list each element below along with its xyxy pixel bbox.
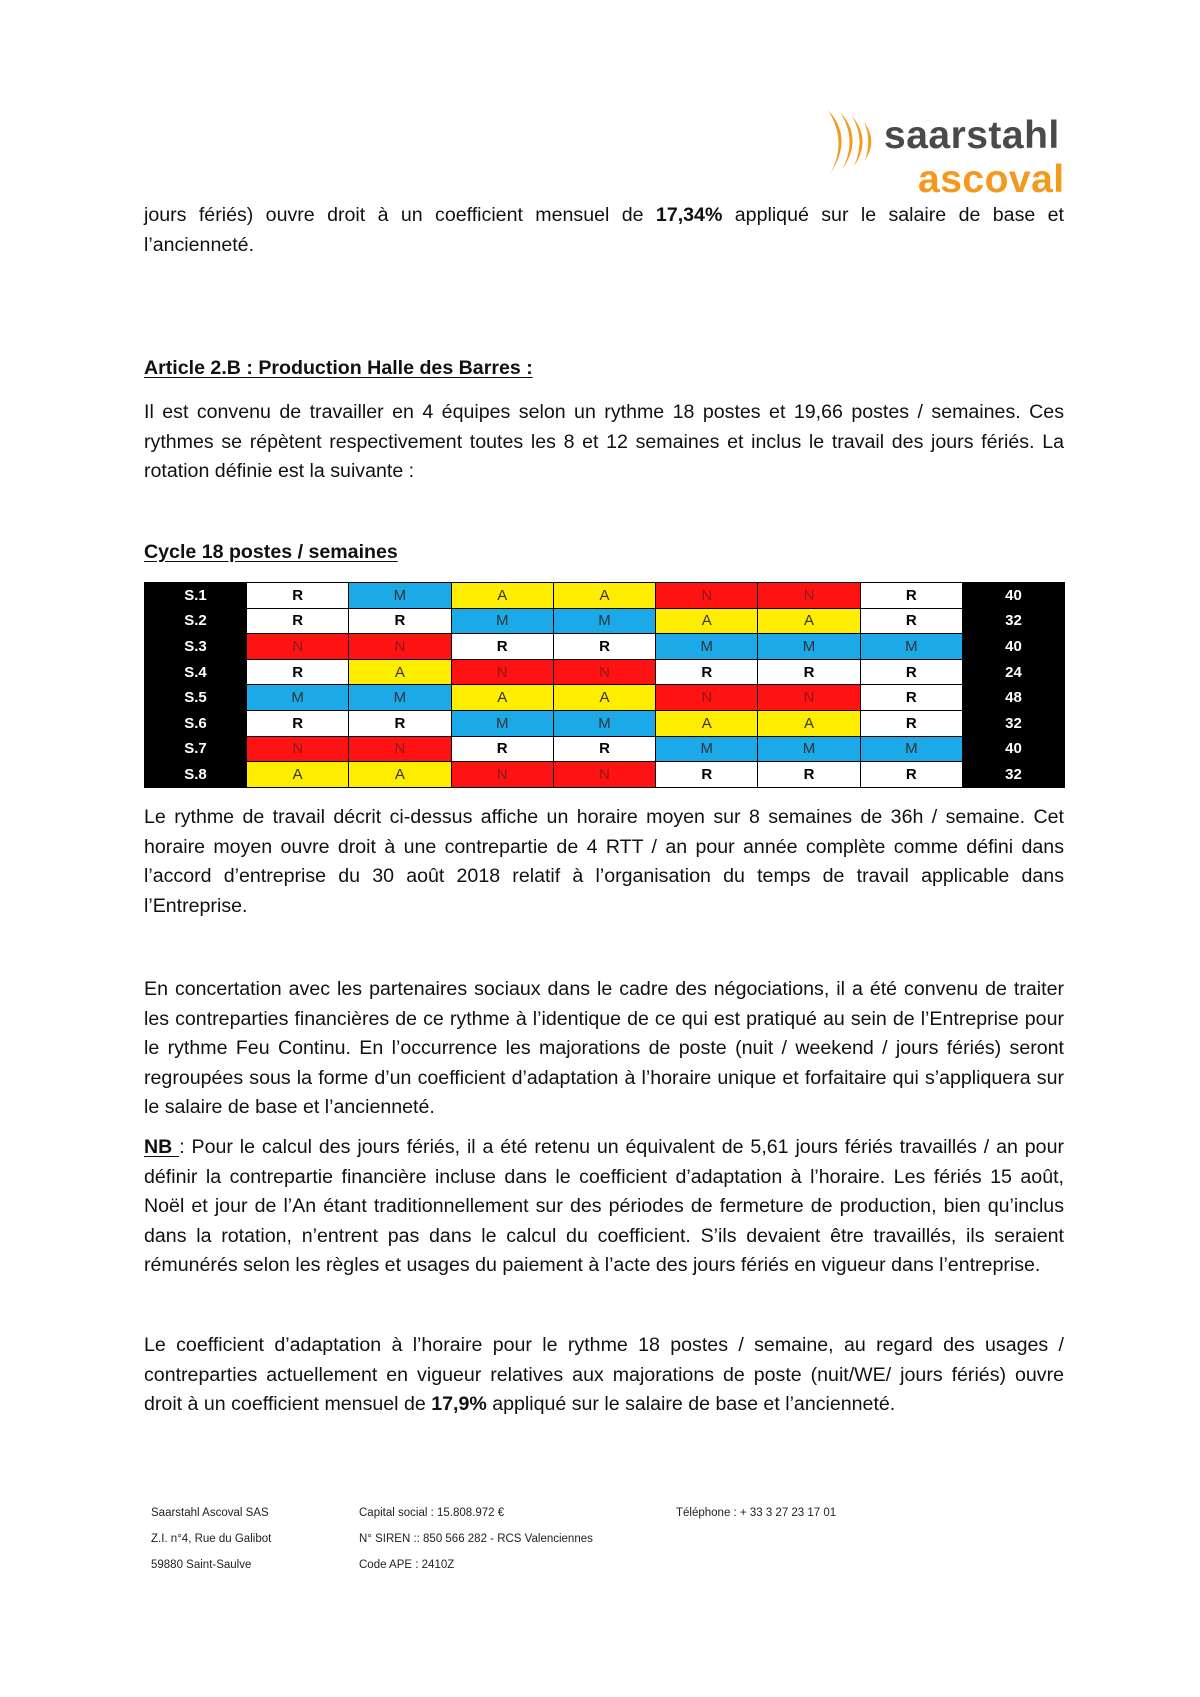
shift-cell: N (553, 659, 655, 685)
week-label: S.1 (145, 583, 247, 609)
rotation-row (145, 762, 1065, 788)
rotation-row (145, 685, 1065, 711)
intro-paragraph (144, 201, 1064, 260)
shift-cell: R (860, 659, 962, 685)
swoosh-icon (824, 108, 884, 178)
intro-text: jours fériés) ouvre droit à un coefficient mensuel de (144, 204, 656, 226)
shift-cell: R (860, 710, 962, 736)
shift-cell: R (860, 762, 962, 788)
shift-cell: M (758, 634, 860, 660)
shift-cell: R (451, 634, 553, 660)
shift-cell: A (247, 762, 349, 788)
rotation-row (145, 583, 1065, 609)
footer-company (151, 1500, 271, 1578)
week-total-hours: 24 (963, 659, 1065, 685)
shift-cell: M (247, 685, 349, 711)
week-total-hours: 40 (963, 583, 1065, 609)
shift-cell: M (860, 634, 962, 660)
footer-company-name: Saarstahl Ascoval SAS (151, 1507, 269, 1519)
logo-text-saarstahl: saarstahl (884, 114, 1060, 157)
shift-cell: M (656, 736, 758, 762)
rotation-row (145, 736, 1065, 762)
shift-cell: A (758, 608, 860, 634)
week-total-hours: 40 (963, 736, 1065, 762)
shift-cell: R (758, 762, 860, 788)
shift-cell: M (656, 634, 758, 660)
saarstahl-ascoval-logo (824, 108, 1074, 200)
week-label: S.6 (145, 710, 247, 736)
week-total-hours: 48 (963, 685, 1065, 711)
shift-cell: R (860, 685, 962, 711)
footer-ape: Code APE : 2410Z (359, 1559, 455, 1571)
footer-siren: N° SIREN :: 850 566 282 - RCS Valenciennes (359, 1533, 593, 1545)
shift-cell: N (656, 583, 758, 609)
shift-cell: R (860, 608, 962, 634)
shift-cell: N (758, 583, 860, 609)
shift-cell: A (656, 608, 758, 634)
shift-cell: R (758, 659, 860, 685)
rotation-row (145, 710, 1065, 736)
shift-cell: A (451, 583, 553, 609)
shift-cell: M (451, 608, 553, 634)
rythme-paragraph: Le rythme de travail décrit ci-dessus affiche un horaire moyen sur 8 semaines de 36h / semaine. Cet horaire moyen ouvre droit à une contrepartie de 4 RTT / an pour année complète comme défini dans l’accord d’entreprise du 30 août 2018 relatif à l’organisation du temps de travail applicable dans l’Entreprise. (144, 806, 1064, 917)
shift-cell: R (656, 762, 758, 788)
shift-cell: N (247, 634, 349, 660)
footer-contact (676, 1500, 836, 1526)
shift-cell: M (349, 685, 451, 711)
shift-cell: A (758, 710, 860, 736)
week-total-hours: 40 (963, 634, 1065, 660)
coef-text-end: appliqué sur le salaire de base et l’ancienneté. (486, 1393, 896, 1415)
logo-text-ascoval: ascoval (918, 158, 1065, 201)
week-label: S.7 (145, 736, 247, 762)
shift-cell: R (247, 583, 349, 609)
week-label: S.8 (145, 762, 247, 788)
shift-cell: A (451, 685, 553, 711)
shift-cell: N (451, 659, 553, 685)
shift-cell: A (553, 685, 655, 711)
shift-cell: R (553, 736, 655, 762)
shift-cell: R (656, 659, 758, 685)
coefficient-paragraph (144, 1331, 1064, 1420)
shift-cell: M (349, 583, 451, 609)
shift-cell: N (553, 762, 655, 788)
shift-cell: M (553, 710, 655, 736)
shift-cell: N (349, 736, 451, 762)
footer-phone: Téléphone : + 33 3 27 23 17 01 (676, 1507, 837, 1519)
intro-text-end: appliqué sur le salaire de base et l’ancienneté. (144, 204, 1064, 256)
shift-cell: R (247, 608, 349, 634)
week-label: S.3 (145, 634, 247, 660)
shift-cell: M (553, 608, 655, 634)
week-label: S.2 (145, 608, 247, 634)
shift-cell: A (349, 762, 451, 788)
shift-cell: N (656, 685, 758, 711)
shift-cell: N (349, 634, 451, 660)
coef-value: 17,9% (431, 1393, 487, 1415)
footer-company-city: 59880 Saint-Saulve (151, 1559, 252, 1571)
shift-cell: M (451, 710, 553, 736)
shift-cell: R (553, 634, 655, 660)
coef-text: Le coefficient d’adaptation à l’horaire pour le rythme 18 postes / semaine, au regard des usages / contreparties actuellement en vigueur relatives aux majorations de poste (nuit/WE/ jours fériés) ouvre droit à un coefficient mensuel de (144, 1334, 1064, 1415)
rotation-row (145, 634, 1065, 660)
footer-company-address: Z.I. n°4, Rue du Galibot (151, 1533, 272, 1545)
shift-cell: R (860, 583, 962, 609)
nb-paragraph (144, 1133, 1064, 1281)
shift-cell: N (247, 736, 349, 762)
rotation-table (144, 582, 1065, 788)
week-total-hours: 32 (963, 710, 1065, 736)
nb-label: NB (144, 1136, 180, 1158)
footer-legal (359, 1500, 593, 1578)
article-paragraph: Il est convenu de travailler en 4 équipes selon un rythme 18 postes et 19,66 postes / semaines. Ces rythmes se répètent respectivement toutes les 8 et 12 semaines et inclus le travail des jours fériés. La rotation définie est la suivante : (144, 401, 1064, 482)
shift-cell: A (656, 710, 758, 736)
cycle-title: Cycle 18 postes / semaines (144, 541, 398, 563)
rotation-row (145, 608, 1065, 634)
shift-cell: R (349, 710, 451, 736)
shift-cell: N (451, 762, 553, 788)
week-total-hours: 32 (963, 608, 1065, 634)
shift-cell: M (860, 736, 962, 762)
shift-cell: N (758, 685, 860, 711)
shift-cell: A (553, 583, 655, 609)
shift-cell: R (247, 659, 349, 685)
intro-coefficient: 17,34% (655, 204, 723, 226)
concertation-paragraph: En concertation avec les partenaires sociaux dans le cadre des négociations, il a été convenu de traiter les contreparties financières de ce rythme à l’identique de ce qui est pratiqué au sein de l’Entreprise pour le rythme Feu Continu. En l’occurrence les majorations de poste (nuit / weekend / jours fériés) seront regroupées sous la forme d’un coefficient d’adaptation à l’horaire unique et forfaitaire qui s’appliquera sur le salaire de base et l’ancienneté. (144, 978, 1064, 1118)
shift-cell: R (349, 608, 451, 634)
footer-capital: Capital social : 15.808.972 € (359, 1507, 505, 1519)
week-label: S.5 (145, 685, 247, 711)
shift-cell: R (247, 710, 349, 736)
week-label: S.4 (145, 659, 247, 685)
nb-text: : Pour le calcul des jours fériés, il a été retenu un équivalent de 5,61 jours fériés travaillés / an pour définir la contrepartie financière incluse dans le coefficient d’adaptation à l’horaire. Les fériés 15 août, Noël et jour de l’An étant traditionnellement sur des périodes de fermeture de production, bien qu’inclus dans la rotation, n’entrent pas dans le calcul du coefficient. S’ils devaient être travaillés, ils seraient rémunérés selon les règles et usages du paiement à l’acte des jours fériés en vigueur dans l’entreprise. (144, 1136, 1064, 1276)
week-total-hours: 32 (963, 762, 1065, 788)
shift-cell: R (451, 736, 553, 762)
shift-cell: A (349, 659, 451, 685)
shift-cell: M (758, 736, 860, 762)
article-title: Article 2.B : Production Halle des Barres : (144, 357, 533, 379)
rotation-row (145, 659, 1065, 685)
